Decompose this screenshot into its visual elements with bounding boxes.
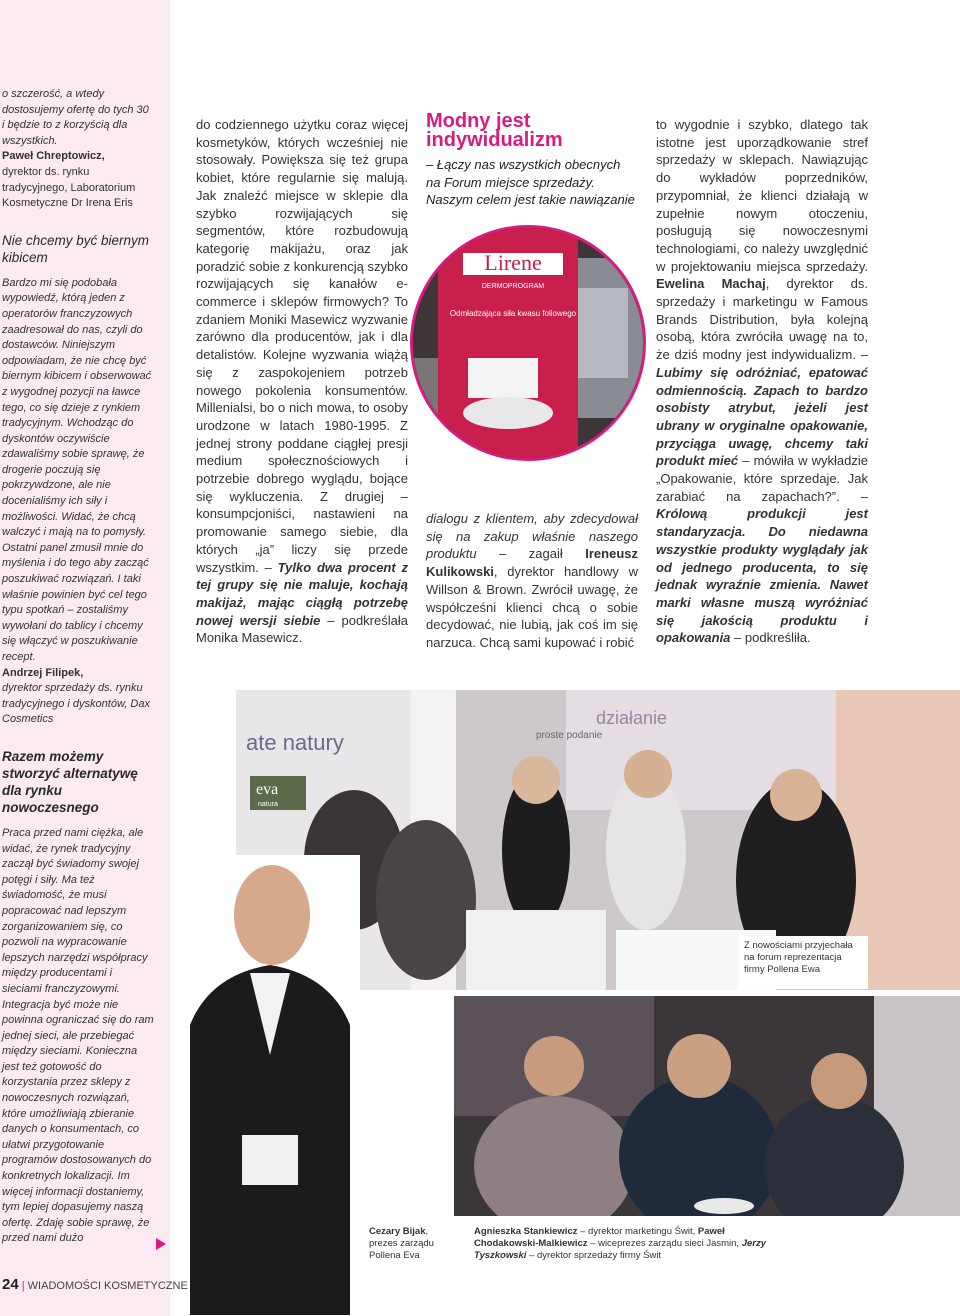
text: , dyrektor handlowy w Willson & Brown. Zwrócił uwagę, że współcześni klienci chcą o sobie decydować, nie lubią, jak coś im się narzuca. Chcą sami kupować i robić	[426, 564, 638, 650]
article-subheading: Modny jest indywidualizm	[426, 110, 563, 151]
sidebar-paragraph: Bardzo mi się podobała wypowiedź, którą jeden z operatorów franczyzowych zaadresował do nas, czyli do dostawców. Niniejszym odpowiadam, że nie chcę być biernym kibicem i obserwować z wygodnej pozycji na ławce tego, co się dzieje z rynkiem tradycyjnym. Wchodząc do dyskontów oczywiście zdawaliśmy sobie sprawę, że drogerie poczują się pokrzywdzone, ale nie docenialiśmy ich siły i możliwości. Widać, że chcą walczyć i mają na to pomysły. Ostatni panel zmusił mnie do myślenia i do tego aby zacząć poszukiwać rozwiązań. I taki właśnie powinien być cel tego typu spotkań – zostaliśmy wywołani do tablicy i chcemy się włączyć w poszukiwanie recept.	[2, 276, 152, 663]
lirene-photo-art	[413, 228, 643, 458]
sign-text: działanie	[596, 708, 668, 728]
caption-role: prezes zarządu Pollena Eva	[369, 1238, 434, 1261]
paragraph: do codziennego użytku coraz więcej kosmetyków, których wcześniej nie stosowały. Powiększa się też grupa kobiet, które regularnie się malują. Jak znaleźć miejsce w sklepie dla szybko rozwijających się segmentów, które rozbudowują kategorię makijażu, oraz jak poradzić sobie z konkurencją szybko rozwijających się kanałów e-commerce i sklepów firmowych? To zdaniem Moniki Masewicz wyzwanie zarówno dla producentów, jak i dla detalistów. Kolejne wyzwania wiążą się z zaspokojeniem potrzeb nowego pokolenia konsumentów. Millenialsi, bo o nich mowa, to osoby urodzone w latach 1980-1995. Z jednej strony poddane ciągłej presji medium społecznościowych i potrzebie dobrego wyglądu, bojące się wykluczenia. Z drugiej – konsumpcjoniści, nastawieni na promowanie samego siebie, dla których „ja” liczy się przede wszystkim. –	[196, 117, 408, 575]
caption-name: Paweł Chodakowski-Malkiewicz	[474, 1226, 725, 1249]
group-photo	[454, 996, 960, 1216]
caption-role: – dyrektor marketingu Świt,	[577, 1226, 698, 1237]
caption-role: – wiceprezes zarządu sieci Jasmin,	[587, 1238, 742, 1249]
quote: Tylko dwa procent z tej grupy się nie maluje, kochają makijaż, mając ciągłą potrzebę nowej wersji siebie	[196, 559, 408, 628]
eva-logo-sub: natura	[258, 801, 278, 808]
article-column-2	[196, 116, 408, 647]
sign-text: proste podanie	[536, 730, 603, 741]
portrait-caption: Cezary Bijak, prezes zarządu Pollena Eva	[369, 1226, 434, 1261]
quote: Lubimy się odróżniać, epatować odmiennością. Zapach to bardzo osobisty atrybut, jeżeli jest ubrany w oryginalne opakowanie, przyciąga uwagę, chcemy taki produkt mieć	[656, 364, 868, 469]
photo-caption: Z nowościami przyjechała na forum reprezentacja firmy Pollena Ewa	[738, 936, 868, 989]
paragraph: to wygodnie i szybko, dlatego tak istotne jest uporządkowanie stref sprzedaży w sklepach. Nawiązując do wykładów poprzedników, przypomniał, że klienci działają w zupełnie nowym otoczeniu, posługują się nowoczesnymi technologiami, co należy uwzględnić w projektowaniu miejsca sprzedaży.	[656, 117, 868, 274]
caption-name: Cezary Bijak	[369, 1226, 426, 1237]
quote: dialogu z klientem, aby zdecydował się na zakup właśnie naszego produktu	[426, 511, 638, 562]
signature-name: Paweł Chreptowicz,	[2, 150, 105, 163]
sidebar-column	[2, 87, 154, 1247]
lead-quote: – Łączy nas wszystkich obecnych na Forum miejsce sprzedaży. Naszym celem jest takie nawiązanie	[426, 157, 635, 208]
brand-logo-text: Lirene	[484, 250, 542, 275]
group-photo-art	[454, 996, 960, 1216]
article-column-3	[426, 112, 638, 209]
signature-role: dyrektor ds. rynku tradycyjnego, Laboratorium Kosmetyczne Dr Irena Eris	[2, 165, 136, 210]
page-footer: 24 | WIADOMOŚCI KOSMETYCZNE	[2, 1276, 188, 1293]
quote: Królową produkcji jest standaryzacja. Do niedawna wszystkie produkty wyglądały jak od jednego producenta, to się jednak wyraźnie zmienia. Nawet marki własne muszą wyróżniać się jakością produktu i opakowania	[656, 506, 868, 646]
article-column-4	[656, 116, 868, 647]
caption-name: Agnieszka Stankiewicz	[474, 1226, 578, 1237]
paragraph-tail: – podkreślała Monika Masewicz.	[196, 612, 408, 646]
group-caption	[474, 1226, 774, 1262]
person-name: Ireneusz Kulikowski	[426, 546, 638, 580]
signature-name: Andrzej Filipek,	[2, 666, 84, 679]
text: – mówiła w wykładzie „Opakowanie, które sprzedaje. Jak zarabiać na zapachach?”. –	[656, 453, 868, 504]
sidebar-intro: o szczerość, a wtedy dostosujemy ofertę do tych 30 i będzie to z korzyścią dla wszystkich.	[2, 88, 149, 147]
section-heading: Razem możemy stworzyć alternatywę dla rynku nowoczesnego	[2, 748, 138, 815]
text: – zagaił	[476, 546, 586, 562]
portrait-photo	[180, 855, 360, 1316]
eva-logo-text: eva	[256, 781, 279, 798]
banner-text: ate natury	[246, 730, 344, 755]
person-name: Ewelina Machaj	[656, 276, 766, 292]
article-column-3-continued	[426, 510, 638, 652]
continue-arrow-icon	[156, 1238, 166, 1250]
section-heading: Nie chcemy być biernym kibicem	[2, 232, 150, 265]
sidebar-paragraph: Praca przed nami ciężka, ale widać, że rynek tradycyjny zaczął być świadomy swojej potęgi i siły. Ma też świadomość, że musi popracować nad lepszym zorganizowaniem się, co pozwoli na wypracowanie lepszych narzędzi współpracy między producentami i sieciami franczyzowymi. Integracja być może nie powinna ograniczać się do ram jednej sieci, ale przebiegać między sieciami. Konieczna jest też gotowość do korzystania przez sklepy z nowoczesnych rozwiązań, które umożliwiają zbieranie danych o konsumentach, co ułatwi przygotowanie programów dostosowanych do konkretnych lokalizacji. Im więcej informacji dostaniemy, tym lepiej dopasujemy naszą ofertę. Zdaję sobie sprawę, że przed nami dużo	[2, 826, 154, 1245]
lirene-photo	[410, 225, 646, 461]
page-number: 24	[2, 1276, 19, 1293]
magazine-title: WIADOMOŚCI KOSMETYCZNE	[27, 1280, 188, 1292]
signature-role: dyrektor sprzedaży ds. rynku tradycyjnego i dyskontów, Dax Cosmetics	[2, 682, 150, 726]
text: , dyrektor ds. sprzedaży i marketingu w Famous Brands Distribution, była kolejną osobą, która zwróciła uwagę na to, że dziś modny jest indywidualizm. –	[656, 276, 869, 363]
banner-text: Odmładzająca siła kwasu foliowego	[449, 309, 577, 318]
caption-role: – dyrektor sprzedaży firmy Świt	[526, 1250, 662, 1261]
brand-sub-text: DERMOPROGRAM	[481, 283, 545, 290]
portrait-photo-art	[180, 855, 360, 1316]
text: – podkreśliła.	[730, 630, 811, 646]
caption-name: Jerzy Tyszkowski	[474, 1238, 766, 1261]
